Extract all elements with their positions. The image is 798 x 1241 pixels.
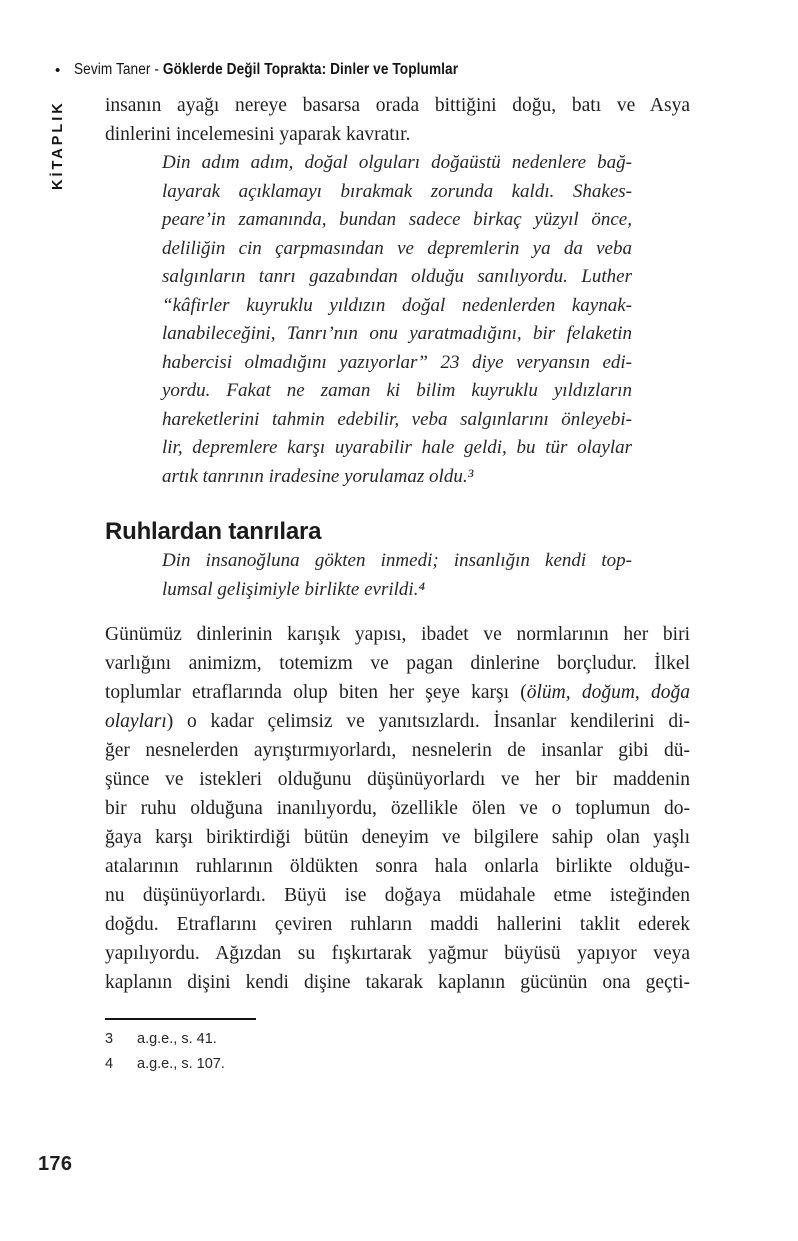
text-line: bir ruhu olduğuna inanılıyordu, özellikle ölen ve o toplumun do-: [105, 798, 690, 819]
text-line: toplumlar etraflarında olup biten her şeye karşı (ölüm, doğum, doğa: [105, 682, 690, 703]
footnote-text: a.g.e., s. 41.: [137, 1031, 217, 1047]
text-line: yordu. Fakat ne zaman ki bilim kuyruklu yıldızların: [162, 380, 632, 401]
section-heading: Ruhlardan tanrılara: [105, 518, 322, 545]
spine-label: KİTAPLIK: [50, 100, 66, 190]
text-line: ğaya karşı biriktirdiği bütün deneyim ve bilgilere sahip olan yaşlı: [105, 827, 690, 848]
text-line: ğer nesnelerden ayrıştırmıyorlardı, nesnelerin de insanlar gibi dü-: [105, 740, 690, 761]
footnote-divider: [105, 1018, 256, 1020]
main-paragraph: [105, 620, 690, 997]
text-line: Din insanoğluna gökten inmedi; insanlığın kendi top-: [162, 550, 632, 571]
text-line: peare’in zamanında, bundan sadece birkaç yüzyıl önce,: [162, 209, 632, 230]
footnote-number: 4: [105, 1056, 114, 1072]
text-line: dinlerini incelemesini yaparak kavratır.: [105, 124, 411, 145]
text-column: [105, 0, 690, 1077]
text-line: lanabileceğini, Tanrı’nın onu yaratmadığını, bir felaketin: [162, 323, 632, 344]
text-line: varlığını animizm, totemizm ve pagan dinlerine borçludur. İlkel: [105, 653, 690, 674]
text-line: yapılıyordu. Ağızdan su fışkırtarak yağmur büyüsü yapıyor veya: [105, 943, 690, 964]
text-line: deliliğin cin çarpmasından ve depremlerin ya da veba: [162, 237, 632, 259]
book-title: Göklerde Değil Toprakta: Dinler ve Toplumlar: [163, 61, 459, 78]
text-line: layarak açıklamayı bırakmak zorunda kaldı. Shakes-: [162, 180, 632, 202]
text-line: nu düşünüyorlardı. Büyü ise doğaya müdahale etme isteğinden: [105, 885, 690, 906]
text-line: artık tanrının iradesine yorulamaz oldu.³: [162, 465, 474, 487]
footnote-text: a.g.e., s. 107.: [137, 1056, 225, 1072]
footnote-item: [105, 1027, 690, 1052]
block-quote-second: [162, 547, 632, 604]
text-line: doğdu. Etraflarını çeviren ruhların maddi hallerini taklit ederek: [105, 914, 690, 935]
text-line: insanın ayağı nereye basarsa orada bittiğini doğu, batı ve Asya: [105, 95, 690, 116]
text-line: şünce ve istekleri olduğunu düşünüyorlardı ve her bir maddenin: [105, 769, 690, 790]
footnote-number: 3: [105, 1031, 114, 1047]
text-line: Günümüz dinlerinin karışık yapısı, ibadet ve normlarının her biri: [105, 624, 690, 645]
text-line: atalarının ruhlarının öldükten sonra hala onlarla birlikte olduğu-: [105, 856, 690, 877]
author-name: Sevim Taner -: [74, 61, 160, 78]
text-line: habercisi olmadığını yazıyorlar” 23 diye veryansın edi-: [162, 351, 632, 373]
bullet-icon: •: [55, 61, 61, 79]
page-number: 176: [38, 1153, 73, 1175]
text-line: kaplanın dişini kendi dişine takarak kaplanın gücünün ona geçti-: [105, 972, 690, 993]
text-line: “kâfirler kuyruklu yıldızın doğal nedenlerden kaynak-: [162, 294, 632, 316]
text-line: olayları) o kadar çelimsiz ve yanıtsızlardı. İnsanlar kendilerini di-: [105, 711, 690, 732]
footnotes: [105, 1018, 690, 1077]
footnote-item: [105, 1052, 690, 1077]
text-line: Din adım adım, doğal olguları doğaüstü nedenlere bağ-: [162, 152, 632, 173]
text-line: lir, depremlere karşı uyarabilir hale geldi, bu tür olaylar: [162, 437, 632, 458]
text-line: hareketlerini tahmin edebilir, veba salgınlarını önleyebi-: [162, 408, 632, 430]
intro-paragraph: [105, 91, 690, 149]
block-quote-first: [162, 149, 632, 491]
text-line: lumsal gelişimiyle birlikte evrildi.⁴: [162, 578, 426, 600]
text-line: salgınların tanrı gazabından olduğu sanılıyordu. Luther: [162, 266, 632, 287]
